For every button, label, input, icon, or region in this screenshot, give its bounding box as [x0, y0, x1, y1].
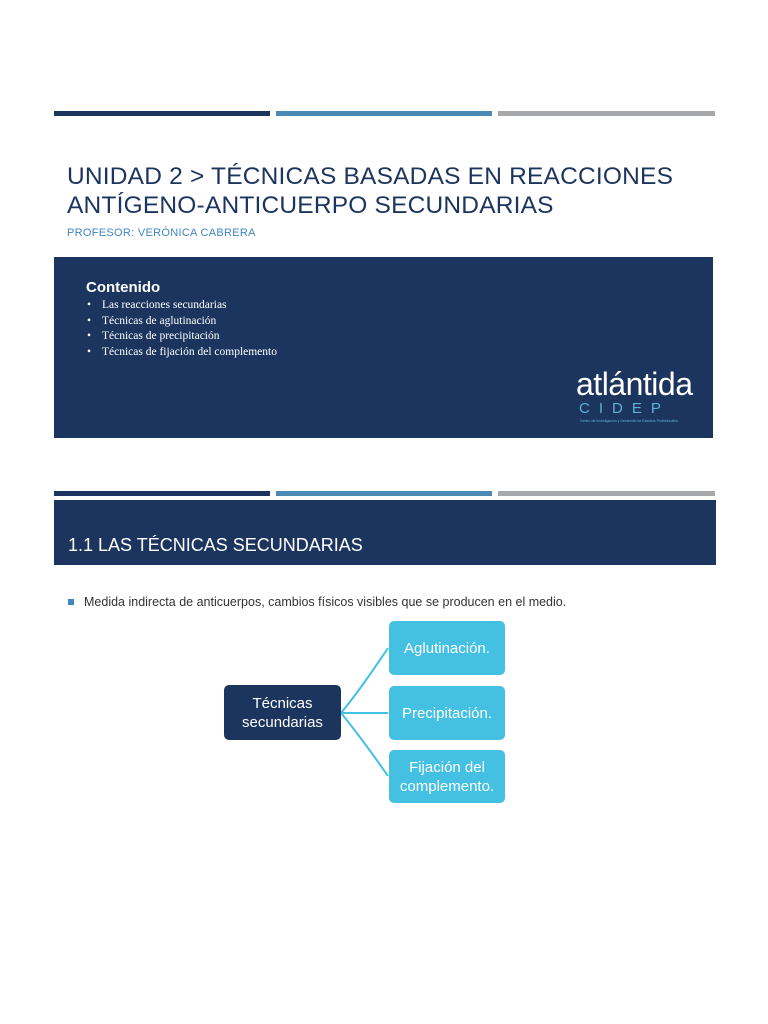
bullet-text: Medida indirecta de anticuerpos, cambios físicos visibles que se producen en el medio. — [84, 595, 567, 609]
content-item: • Técnicas de aglutinación — [86, 314, 277, 330]
node-label: Precipitación. — [401, 704, 493, 722]
node-label: Aglutinación. — [404, 639, 490, 657]
connector-aglutinacion — [341, 648, 388, 713]
logo-tagline: Centro de Investigación y Desarrollo de Estudios Profesionales — [580, 419, 678, 423]
content-item: • Técnicas de precipitación — [86, 329, 277, 345]
diagram-root-node — [224, 685, 341, 740]
content-item: • Las reacciones secundarias — [86, 298, 277, 314]
root-label-line: Técnicas — [252, 694, 313, 712]
node-label-line: complemento. — [399, 777, 495, 795]
diagram-node-fijacion — [389, 750, 505, 803]
slide-title-line-1: UNIDAD 2 > TÉCNICAS BASADAS EN REACCIONES — [67, 163, 674, 190]
root-label-line: secundarias — [242, 713, 323, 731]
content-item: • Técnicas de fijación del complemento — [86, 345, 277, 361]
slide-title-line-2: ANTÍGENO-ANTICUERPO SECUNDARIAS — [67, 192, 554, 219]
connector-fijacion — [341, 713, 388, 776]
logo-name: atlántida — [576, 366, 693, 402]
section-title: 1.1 LAS TÉCNICAS SECUNDARIAS — [68, 535, 363, 555]
node-label-line: Fijación del — [409, 758, 485, 776]
logo-sub: CIDEP — [579, 400, 670, 417]
diagram-node-aglutinacion — [389, 621, 505, 675]
diagram-node-precipitacion — [389, 686, 505, 740]
slide-subtitle: PROFESOR: VERÓNICA CABRERA — [67, 227, 256, 239]
content-heading: Contenido — [86, 279, 161, 296]
